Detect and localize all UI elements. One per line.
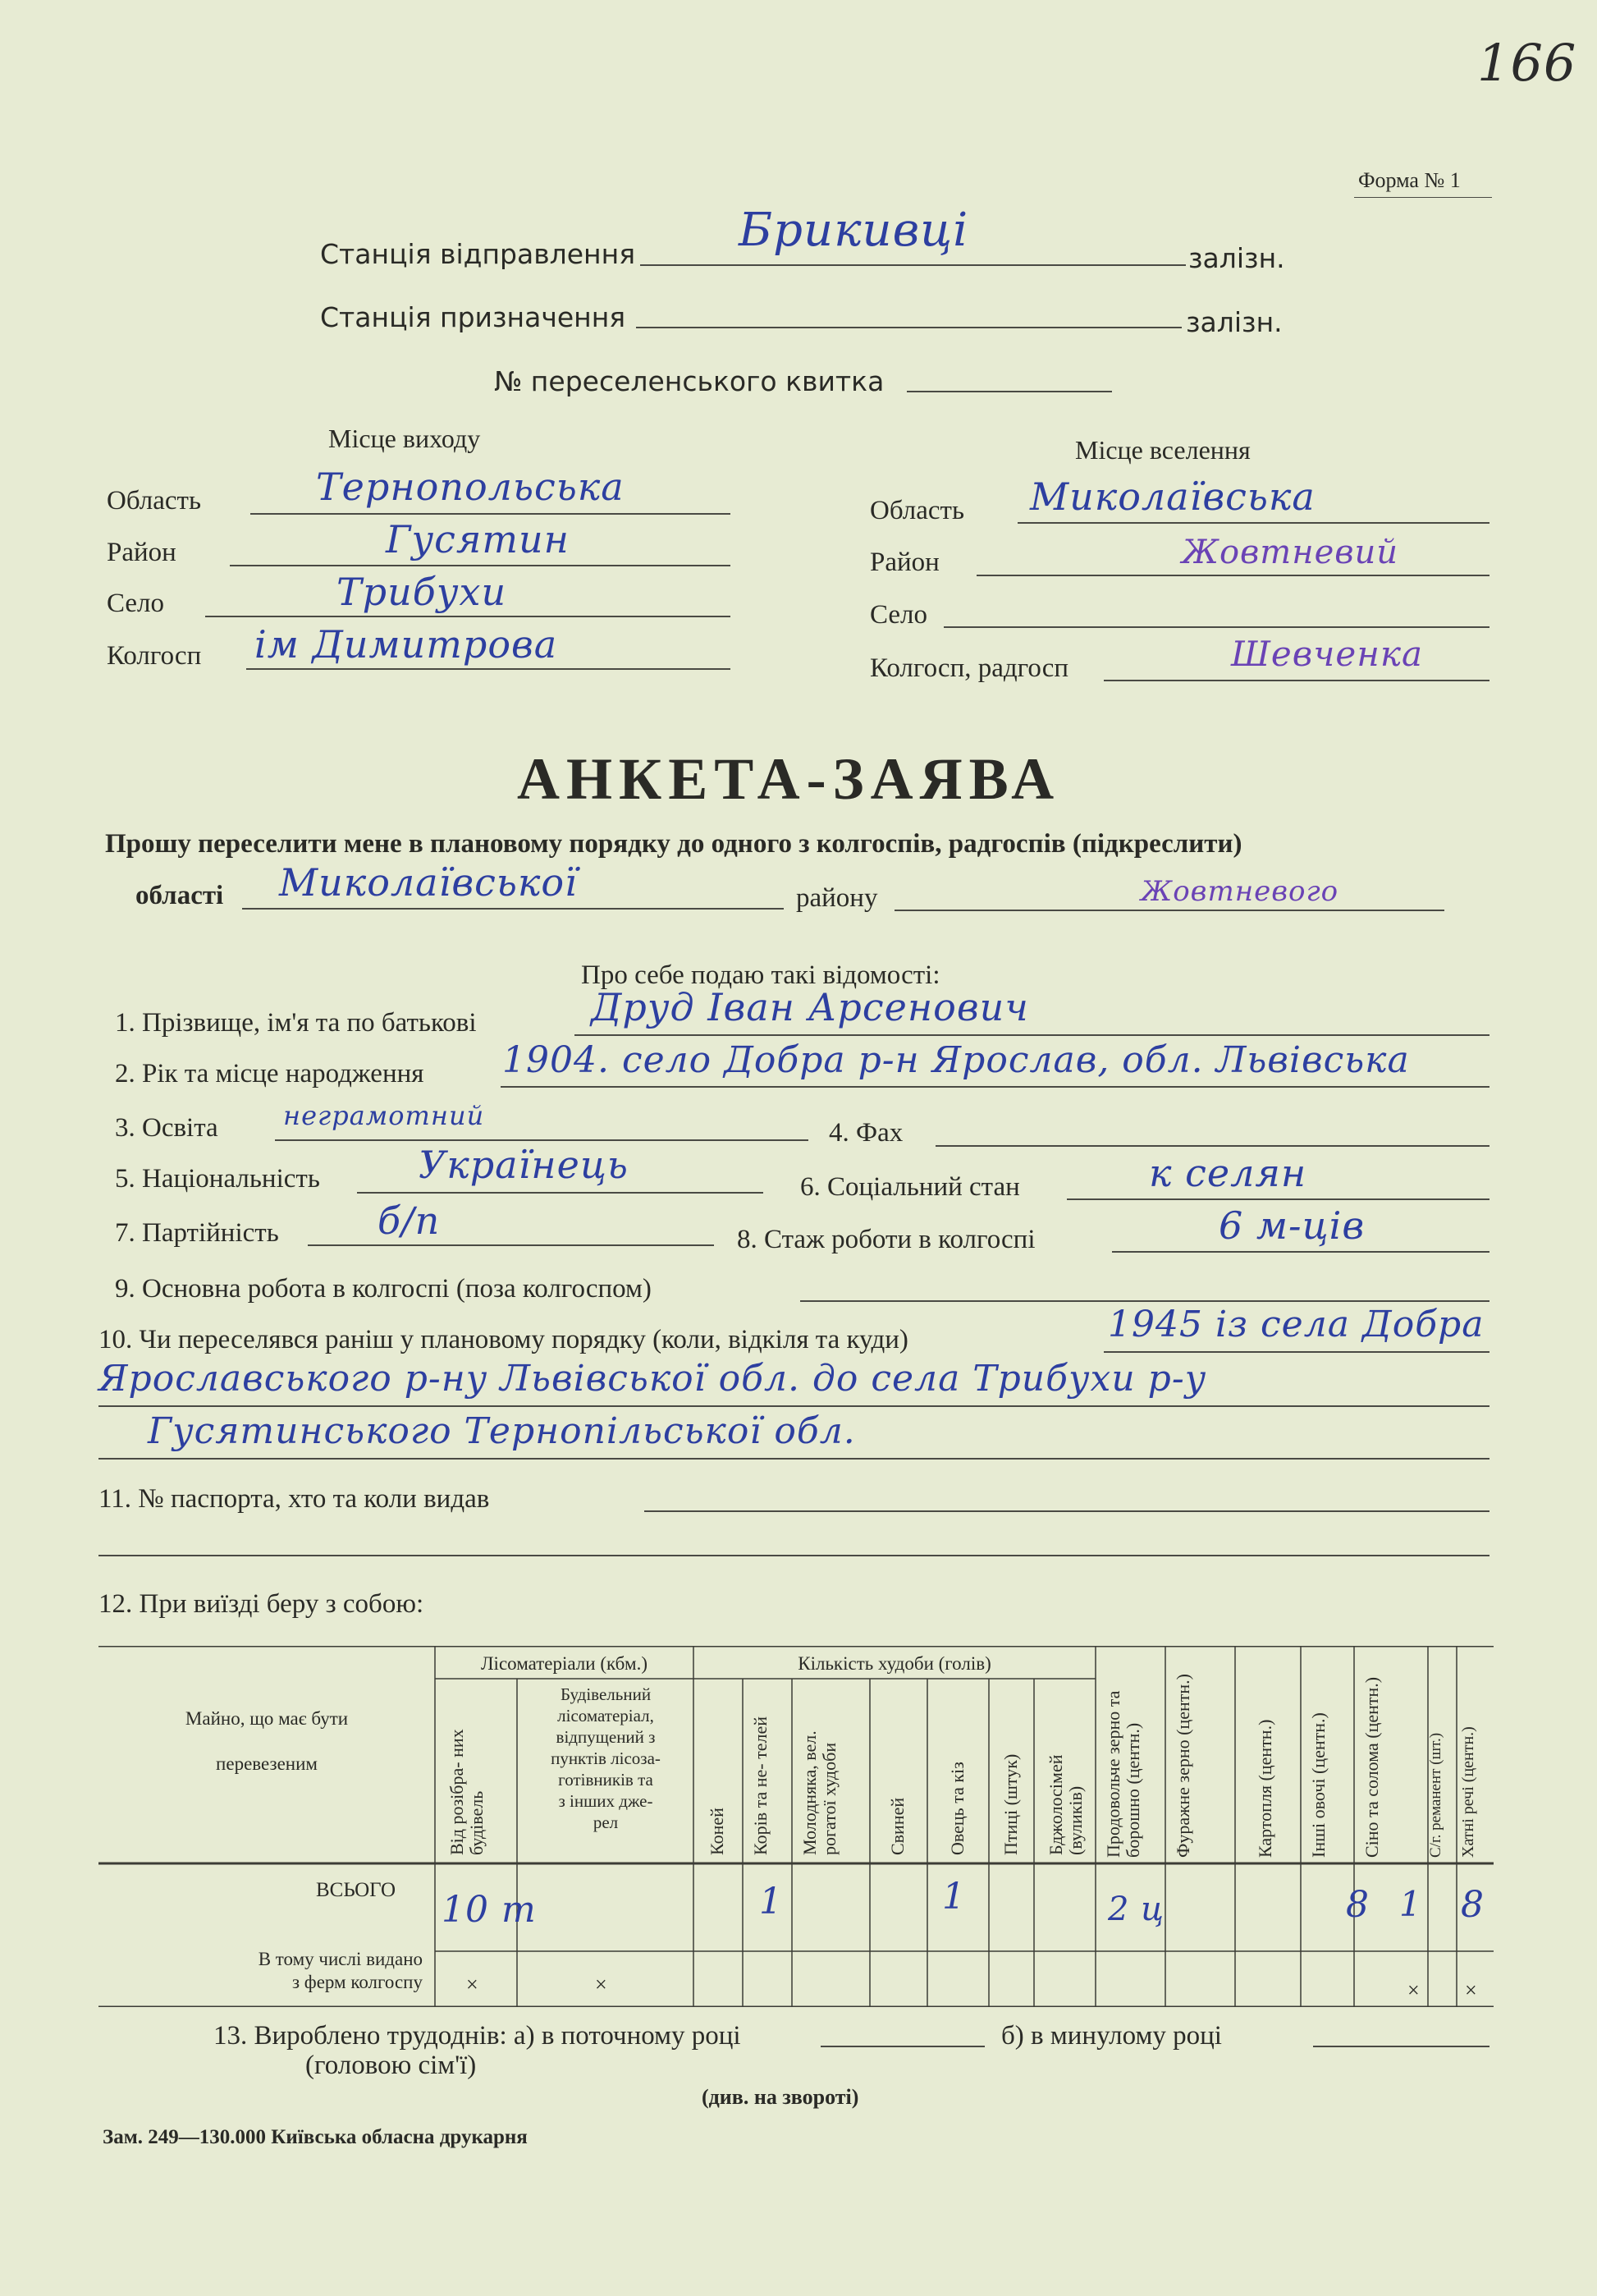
row-total-label: ВСЬОГО bbox=[316, 1879, 396, 1901]
belongings-table bbox=[98, 1646, 1494, 2007]
x-mark: × bbox=[595, 1973, 607, 1996]
field-5-label: 5. Національність bbox=[115, 1164, 320, 1194]
col-dismantled: Від розібра- них будівель bbox=[446, 1729, 487, 1855]
field-10-value-1: 1945 із села Добра bbox=[1108, 1304, 1485, 1345]
col-pigs: Свиней bbox=[887, 1797, 908, 1855]
page-number: 166 bbox=[1477, 33, 1577, 93]
x-mark: × bbox=[1407, 1978, 1420, 2002]
col-building-line: лісоматеріал, bbox=[557, 1706, 654, 1725]
col-household: Хатні речі (центн.) bbox=[1459, 1726, 1477, 1858]
row-farm-label-line: В тому числі видано bbox=[258, 1949, 423, 1969]
workdays-label: 13. Вироблено трудоднів: а) в поточному році bbox=[213, 2021, 741, 2051]
field-10-value-3: Гусятинського Тернопільської обл. bbox=[148, 1410, 856, 1452]
col-building-line: Будівельний bbox=[560, 1684, 652, 1704]
field-8-label: 8. Стаж роботи в колгоспі bbox=[737, 1225, 1036, 1254]
col-building-line: відпущений з bbox=[556, 1727, 656, 1747]
field-9-label: 9. Основна робота в колгоспі (поза колгоспом) bbox=[115, 1274, 652, 1304]
property-header-2: перевезеним bbox=[216, 1753, 318, 1774]
ticket-number-label: № переселенського квитка bbox=[494, 365, 885, 397]
destination-raion-label: Район bbox=[870, 548, 940, 577]
field-10-label: 10. Чи переселявся раніш у плановому порядку (коли, відкіля та куди) bbox=[98, 1325, 908, 1354]
col-young-cattle: Молодняка, вел. рогатої худоби bbox=[799, 1730, 840, 1855]
field-6-label: 6. Соціальний стан bbox=[800, 1172, 1020, 1202]
workdays-sublabel: (головою сім'ї) bbox=[305, 2051, 477, 2080]
group-livestock: Кількість худоби (голів) bbox=[798, 1653, 991, 1674]
col-cows: Корів та не- телей bbox=[750, 1716, 771, 1855]
form-number: Форма № 1 bbox=[1358, 168, 1461, 192]
departure-station-value: Брикивці bbox=[739, 204, 969, 257]
departure-station-label: Станція відправлення bbox=[320, 238, 636, 270]
field-1-label: 1. Прізвище, ім'я та по батькові bbox=[115, 1008, 477, 1038]
destination-oblast-value: Миколаївська bbox=[1030, 474, 1316, 519]
request-oblast-label: області bbox=[135, 881, 224, 910]
field-10-value-2: Ярославського р-ну Львівської обл. до села Трибухи р-у bbox=[98, 1358, 1207, 1400]
col-vegetables: Інші овочі (центн.) bbox=[1308, 1712, 1329, 1858]
destination-oblast-label: Область bbox=[870, 496, 965, 525]
field-1-value: Друд Іван Арсенович bbox=[591, 985, 1029, 1029]
total-household: 8 bbox=[1461, 1884, 1485, 1926]
col-building-line: готівників та bbox=[558, 1770, 653, 1790]
origin-raion-value: Гусятин bbox=[386, 517, 570, 561]
origin-selo-value: Трибухи bbox=[336, 570, 507, 614]
request-oblast-value: Миколаївської bbox=[279, 860, 578, 905]
total-tools: 1 bbox=[1399, 1884, 1422, 1924]
origin-kolhosp-label: Колгосп bbox=[107, 641, 202, 671]
origin-kolhosp-value: ім Димитрова bbox=[254, 622, 558, 667]
destination-raion-value: Жовтневий bbox=[1182, 534, 1399, 571]
row-farm-label-line: з ферм колгоспу bbox=[291, 1972, 423, 1992]
col-poultry: Птиці (штук) bbox=[1000, 1753, 1021, 1855]
origin-oblast-label: Область bbox=[107, 486, 202, 516]
x-mark: × bbox=[1465, 1978, 1477, 2002]
col-food-grain: Продовольче зерно та борошно (центн.) bbox=[1103, 1690, 1143, 1858]
field-3-value: неграмотний bbox=[283, 1100, 485, 1131]
field-12-label: 12. При виїзді беру з собою: bbox=[98, 1589, 424, 1619]
destination-kolhosp-label: Колгосп, радгосп bbox=[870, 653, 1069, 683]
group-lumber: Лісоматеріали (кбм.) bbox=[480, 1653, 648, 1674]
intro-text: Про себе подаю такі відомості: bbox=[581, 960, 940, 990]
workdays-previous-label: б) в минулому році bbox=[1001, 2021, 1222, 2051]
destination-station-label: Станція призначення bbox=[320, 301, 626, 333]
col-horses: Коней bbox=[707, 1808, 727, 1855]
total-food-grain: 2 ц bbox=[1108, 1890, 1165, 1928]
field-2-value: 1904. село Добра р-н Ярослав, обл. Львівська bbox=[502, 1039, 1410, 1081]
total-dismantled: 10 т bbox=[442, 1889, 537, 1931]
col-sheep: Овець та кіз bbox=[947, 1762, 968, 1855]
col-building-line: з інших дже- bbox=[558, 1791, 653, 1811]
form-title: АНКЕТА-ЗАЯВА bbox=[517, 746, 1061, 812]
origin-raion-label: Район bbox=[107, 538, 176, 567]
col-hay: Сіно та солома (центн.) bbox=[1361, 1676, 1382, 1858]
field-8-value: 6 м-ців bbox=[1219, 1203, 1366, 1248]
request-raion-label: району bbox=[796, 883, 878, 913]
origin-heading: Місце виходу bbox=[328, 424, 481, 453]
request-line: Прошу переселити мене в плановому порядку до одного з колгоспів, радгоспів (підкреслити) bbox=[105, 829, 1242, 859]
total-cows: 1 bbox=[759, 1881, 783, 1922]
col-bees: Бджолосімей (вуликів) bbox=[1046, 1754, 1086, 1855]
field-6-value: к селян bbox=[1149, 1151, 1307, 1195]
col-tools: С/г. реманент (шт.) bbox=[1427, 1732, 1444, 1858]
total-hay: 8 bbox=[1346, 1884, 1370, 1926]
property-header-1: Майно, що має бути bbox=[185, 1708, 349, 1729]
destination-selo-label: Село bbox=[870, 600, 928, 630]
x-mark: × bbox=[466, 1973, 478, 1996]
col-fodder: Фуражне зерно (центн.) bbox=[1173, 1674, 1193, 1858]
request-raion-value: Жовтневого bbox=[1141, 875, 1339, 908]
col-building-line: рел bbox=[593, 1813, 619, 1832]
printer-imprint: Зам. 249—130.000 Київська обласна друкарня bbox=[103, 2126, 528, 2148]
col-building-line: пунктів лісоза- bbox=[551, 1748, 661, 1768]
destination-kolhosp-value: Шевченка bbox=[1231, 634, 1423, 674]
col-potato: Картопля (центн.) bbox=[1255, 1719, 1275, 1858]
see-reverse: (див. на звороті) bbox=[702, 2085, 859, 2109]
row-farm-label bbox=[189, 1948, 423, 1994]
field-7-label: 7. Партійність bbox=[115, 1218, 279, 1248]
field-5-value: Українець bbox=[419, 1143, 629, 1187]
origin-oblast-value: Тернопольська bbox=[316, 465, 625, 509]
col-building bbox=[519, 1684, 693, 1833]
destination-rail-suffix: залізн. bbox=[1186, 306, 1283, 338]
field-11-label: 11. № паспорта, хто та коли видав bbox=[98, 1484, 490, 1514]
field-3-label: 3. Освіта bbox=[115, 1113, 218, 1143]
total-sheep: 1 bbox=[942, 1876, 966, 1918]
departure-rail-suffix: залізн. bbox=[1188, 242, 1285, 274]
destination-heading: Місце вселення bbox=[1075, 435, 1251, 465]
field-4-label: 4. Фах bbox=[829, 1118, 904, 1148]
origin-selo-label: Село bbox=[107, 589, 165, 618]
field-7-value: б/п bbox=[378, 1198, 441, 1243]
field-2-label: 2. Рік та місце народження bbox=[115, 1059, 424, 1088]
